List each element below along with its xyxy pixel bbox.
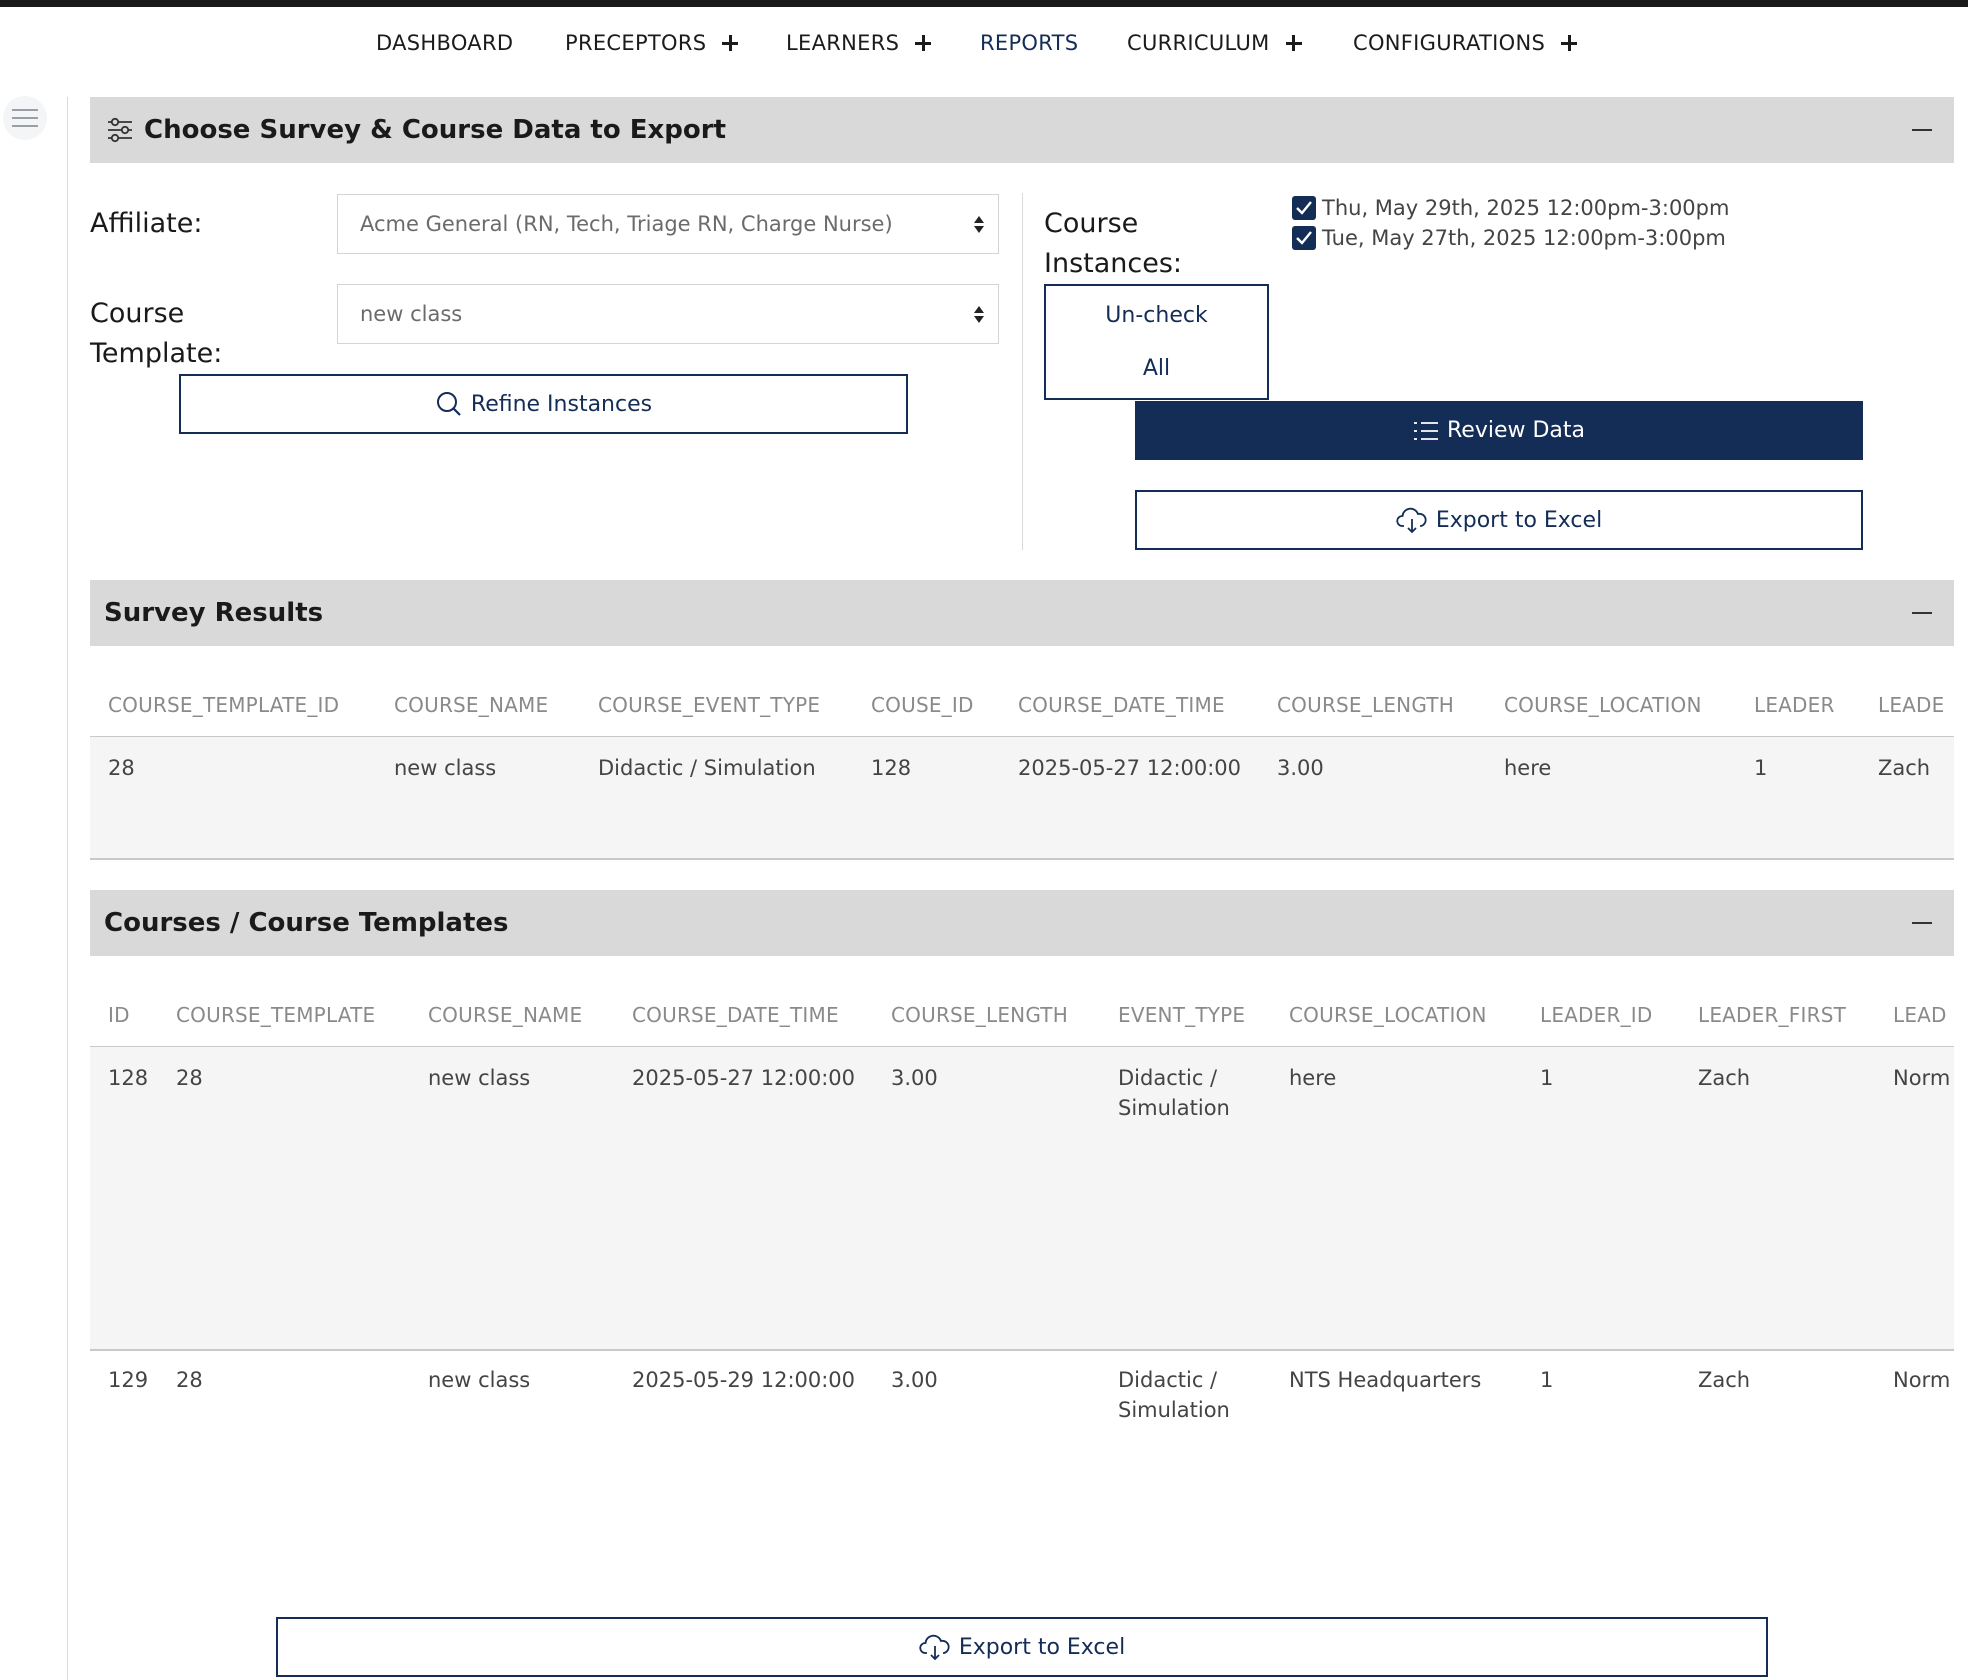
review-data-button[interactable]	[1135, 401, 1863, 460]
course-template-select[interactable]	[337, 284, 999, 344]
table-cell: 128	[108, 1066, 149, 1090]
table-header-cell[interactable]: LEADER_FIRST	[1698, 1003, 1847, 1027]
bottom-export-excel-button[interactable]	[276, 1617, 1768, 1677]
table-cell: 2025-05-29 12:00:00	[632, 1368, 856, 1392]
list-icon	[1413, 419, 1439, 443]
uncheck-all-button[interactable]	[1044, 284, 1269, 400]
table-header-cell[interactable]: COURSE_LENGTH	[891, 1003, 1068, 1027]
courses-header	[90, 890, 1954, 956]
table-header-cell[interactable]: LEAD	[1893, 1003, 1947, 1027]
nav-curriculum-label: CURRICULUM	[1127, 31, 1270, 55]
table-header-cell[interactable]: COURSE_LOCATION	[1289, 1003, 1487, 1027]
hamburger-icon-line	[12, 125, 38, 127]
affiliate-select-value: Acme General (RN, Tech, Triage RN, Charge Nurse)	[360, 212, 893, 236]
cloud-download-icon	[1396, 506, 1428, 534]
table-cell: here	[1289, 1066, 1337, 1090]
table-header-cell[interactable]: LEADER_ID	[1540, 1003, 1653, 1027]
nav-curriculum[interactable]	[1127, 31, 1302, 55]
search-icon	[435, 390, 463, 418]
cloud-download-icon	[919, 1633, 951, 1661]
courses-table	[90, 956, 1954, 1456]
uncheck-all-label-line2: All	[1142, 356, 1171, 381]
nav-dashboard-label: DASHBOARD	[376, 31, 514, 55]
table-cell: 1	[1540, 1368, 1554, 1392]
nav-preceptors-label: PRECEPTORS	[565, 31, 707, 55]
table-cell: 3.00	[1277, 756, 1324, 780]
table-cell: NTS Headquarters	[1289, 1368, 1482, 1392]
table-cell: Norm	[1893, 1368, 1951, 1392]
export-excel-button[interactable]	[1135, 490, 1863, 550]
table-cell: new class	[394, 756, 497, 780]
table-header-cell[interactable]: COURSE_TEMPLATE_ID	[108, 693, 340, 717]
plus-icon[interactable]	[915, 35, 931, 51]
refine-instances-label: Refine Instances	[470, 391, 653, 417]
course-template-label-line2: Template:	[90, 338, 223, 369]
table-header-cell[interactable]: COURSE_LOCATION	[1504, 693, 1702, 717]
table-cell: Zach	[1698, 1066, 1751, 1090]
table-header-cell[interactable]: LEADER	[1754, 693, 1835, 717]
nav-reports[interactable]	[980, 31, 1078, 55]
table-header-cell[interactable]: LEADE	[1878, 693, 1945, 717]
affiliate-select[interactable]	[337, 194, 999, 254]
survey-results-title: Survey Results	[104, 598, 324, 628]
table-header-cell[interactable]: COURSE_LENGTH	[1277, 693, 1454, 717]
table-row-rule	[90, 858, 1954, 860]
instance-label-2: Tue, May 27th, 2025 12:00pm-3:00pm	[1322, 226, 1726, 250]
table-header-cell[interactable]: COURSE_DATE_TIME	[632, 1003, 839, 1027]
plus-icon[interactable]	[1561, 35, 1577, 51]
table-cell: 1	[1754, 756, 1768, 780]
table-header-cell[interactable]: COURSE_NAME	[428, 1003, 583, 1027]
table-cell: 128	[871, 756, 912, 780]
nav-configurations[interactable]	[1353, 31, 1577, 55]
course-instances-label-line2: Instances:	[1044, 248, 1183, 279]
table-header-cell[interactable]: ID	[108, 1003, 130, 1027]
nav-reports-label: REPORTS	[980, 31, 1079, 55]
table-cell: Norm	[1893, 1066, 1951, 1090]
survey-results-table	[90, 646, 1954, 861]
select-caret-icon	[974, 214, 984, 236]
review-data-label: Review Data	[1446, 418, 1585, 443]
sidebar-divider	[67, 97, 68, 1680]
nav-configurations-label: CONFIGURATIONS	[1353, 31, 1546, 55]
instance-row-2[interactable]	[1292, 226, 1726, 250]
table-cell: Didactic / Simulation	[1118, 1368, 1230, 1422]
collapse-icon[interactable]	[1912, 612, 1932, 614]
uncheck-all-label-line1: Un-check	[1105, 303, 1208, 328]
main-nav	[0, 7, 1968, 82]
refine-instances-button[interactable]	[179, 374, 908, 434]
table-header-cell[interactable]: COURSE_TEMPLATE	[176, 1003, 376, 1027]
table-cell: Didactic / Simulation	[1118, 1066, 1230, 1120]
hamburger-icon-line	[12, 117, 38, 119]
table-cell: new class	[428, 1066, 531, 1090]
table-cell: Zach	[1878, 756, 1931, 780]
export-panel-title: Choose Survey & Course Data to Export	[144, 115, 727, 145]
nav-learners[interactable]	[786, 31, 931, 55]
hamburger-icon	[12, 109, 38, 111]
select-caret-icon	[974, 304, 984, 326]
plus-icon[interactable]	[722, 35, 738, 51]
table-cell: 28	[176, 1066, 203, 1090]
table-cell: 3.00	[891, 1066, 938, 1090]
table-cell: 129	[108, 1368, 149, 1392]
table-cell: 1	[1540, 1066, 1554, 1090]
survey-results-header	[90, 580, 1954, 646]
sidebar-toggle-button[interactable]	[3, 96, 47, 140]
table-header-cell[interactable]: EVENT_TYPE	[1118, 1003, 1246, 1027]
instance-row-1[interactable]	[1292, 196, 1729, 220]
export-panel-header	[90, 97, 1954, 163]
nav-dashboard[interactable]	[376, 31, 513, 55]
instance-label-1: Thu, May 29th, 2025 12:00pm-3:00pm	[1322, 196, 1730, 220]
course-instances-label-line1: Course	[1044, 208, 1139, 239]
table-cell: Didactic / Simulation	[598, 756, 816, 780]
table-cell: 28	[108, 756, 135, 780]
table-row	[90, 1047, 1954, 1349]
plus-icon[interactable]	[1286, 35, 1302, 51]
table-cell: here	[1504, 756, 1552, 780]
table-cell: 2025-05-27 12:00:00	[1018, 756, 1242, 780]
courses-title: Courses / Course Templates	[104, 908, 509, 938]
table-header-cell[interactable]: COURSE_EVENT_TYPE	[598, 693, 821, 717]
affiliate-label: Affiliate:	[90, 208, 203, 239]
check-icon	[1295, 229, 1313, 247]
table-header-cell[interactable]: COURSE_DATE_TIME	[1018, 693, 1225, 717]
top-bar	[0, 0, 1968, 7]
table-cell: 28	[176, 1368, 203, 1392]
instance-checkbox-1[interactable]	[1292, 196, 1316, 220]
bottom-export-excel-label: Export to Excel	[958, 1634, 1126, 1660]
check-icon	[1295, 199, 1313, 217]
export-excel-label: Export to Excel	[1435, 507, 1603, 533]
table-cell: Zach	[1698, 1368, 1751, 1392]
instance-checkbox-2[interactable]	[1292, 226, 1316, 250]
form-divider	[1022, 193, 1023, 550]
table-cell: new class	[428, 1368, 531, 1392]
collapse-icon[interactable]	[1912, 922, 1932, 924]
table-row-rule	[90, 1349, 1954, 1351]
table-cell: 3.00	[891, 1368, 938, 1392]
table-header-cell[interactable]: COURSE_NAME	[394, 693, 549, 717]
sliders-icon	[106, 116, 134, 144]
course-template-select-value: new class	[360, 302, 463, 326]
collapse-icon[interactable]	[1912, 129, 1932, 131]
table-cell: 2025-05-27 12:00:00	[632, 1066, 856, 1090]
table-header-cell[interactable]: COUSE_ID	[871, 693, 974, 717]
nav-preceptors[interactable]	[565, 31, 738, 55]
nav-learners-label: LEARNERS	[786, 31, 900, 55]
course-template-label-line1: Course	[90, 298, 185, 329]
